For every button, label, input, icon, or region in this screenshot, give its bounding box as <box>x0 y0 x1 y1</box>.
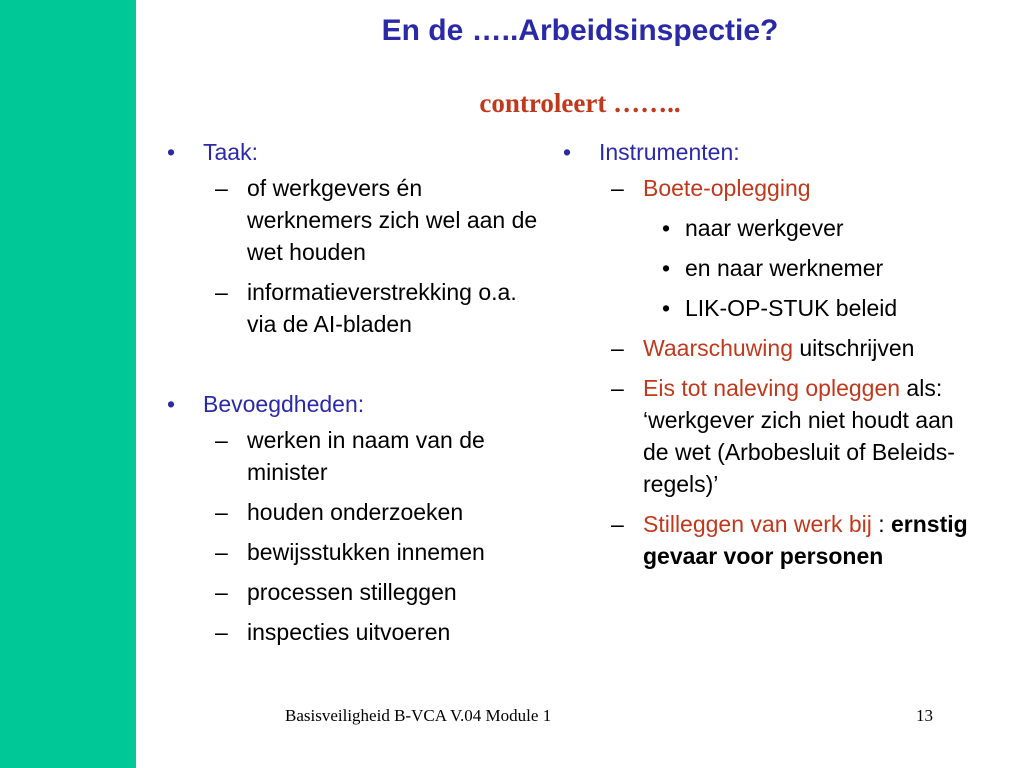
waarschuwing-label: Waarschuwing <box>643 335 793 361</box>
eis-label: Eis tot naleving opleggen <box>643 375 901 401</box>
bevoegdheden-item: – inspecties uitvoeren <box>164 616 544 648</box>
slide-subtitle: controleert …….. <box>479 88 681 118</box>
page-number: 13 <box>916 706 933 725</box>
boete-item: • LIK-OP-STUK beleid <box>560 292 980 324</box>
bullet-instrumenten: • Instrumenten: <box>560 136 980 168</box>
slide-title: En de …..Arbeidsinspectie? <box>381 14 779 47</box>
bevoegdheden-item: – bewijsstukken innemen <box>164 536 544 568</box>
stilleggen-label: Stilleggen van werk bij <box>643 511 872 537</box>
taak-item: – informatieverstrekking o.a. via de AI-bladen <box>164 276 544 340</box>
boete-item: • naar werkgever <box>560 212 980 244</box>
instrument-eis <box>560 372 980 500</box>
bullet-taak: • Taak: <box>164 136 544 168</box>
bevoegdheden-item: – processen stilleggen <box>164 576 544 608</box>
bevoegdheden-item: – houden onderzoeken <box>164 496 544 528</box>
instrument-waarschuwing <box>560 332 980 364</box>
sidebar-accent-bar <box>0 0 136 768</box>
eis-rest: als: ‘werkgever zich niet houdt aan de wet (Arbobesluit of Beleids-regels)’ <box>643 375 955 497</box>
left-column <box>164 136 544 656</box>
instrument-boete: – Boete-oplegging <box>560 172 980 204</box>
footer-text: Basisveiligheid B-VCA V.04 Module 1 <box>285 706 552 725</box>
stilleggen-bold: ernstig gevaar voor personen <box>643 511 968 569</box>
waarschuwing-rest: uitschrijven <box>792 335 915 361</box>
stilleggen-colon: : <box>871 511 885 537</box>
instrument-stilleggen <box>560 508 980 572</box>
bevoegdheden-item: – werken in naam van de minister <box>164 424 544 488</box>
boete-item: • en naar werknemer <box>560 252 980 284</box>
taak-item: – of werkgevers én werknemers zich wel aan de wet houden <box>164 172 544 268</box>
bullet-bevoegdheden: • Bevoegdheden: <box>164 388 544 420</box>
right-column <box>560 136 980 580</box>
